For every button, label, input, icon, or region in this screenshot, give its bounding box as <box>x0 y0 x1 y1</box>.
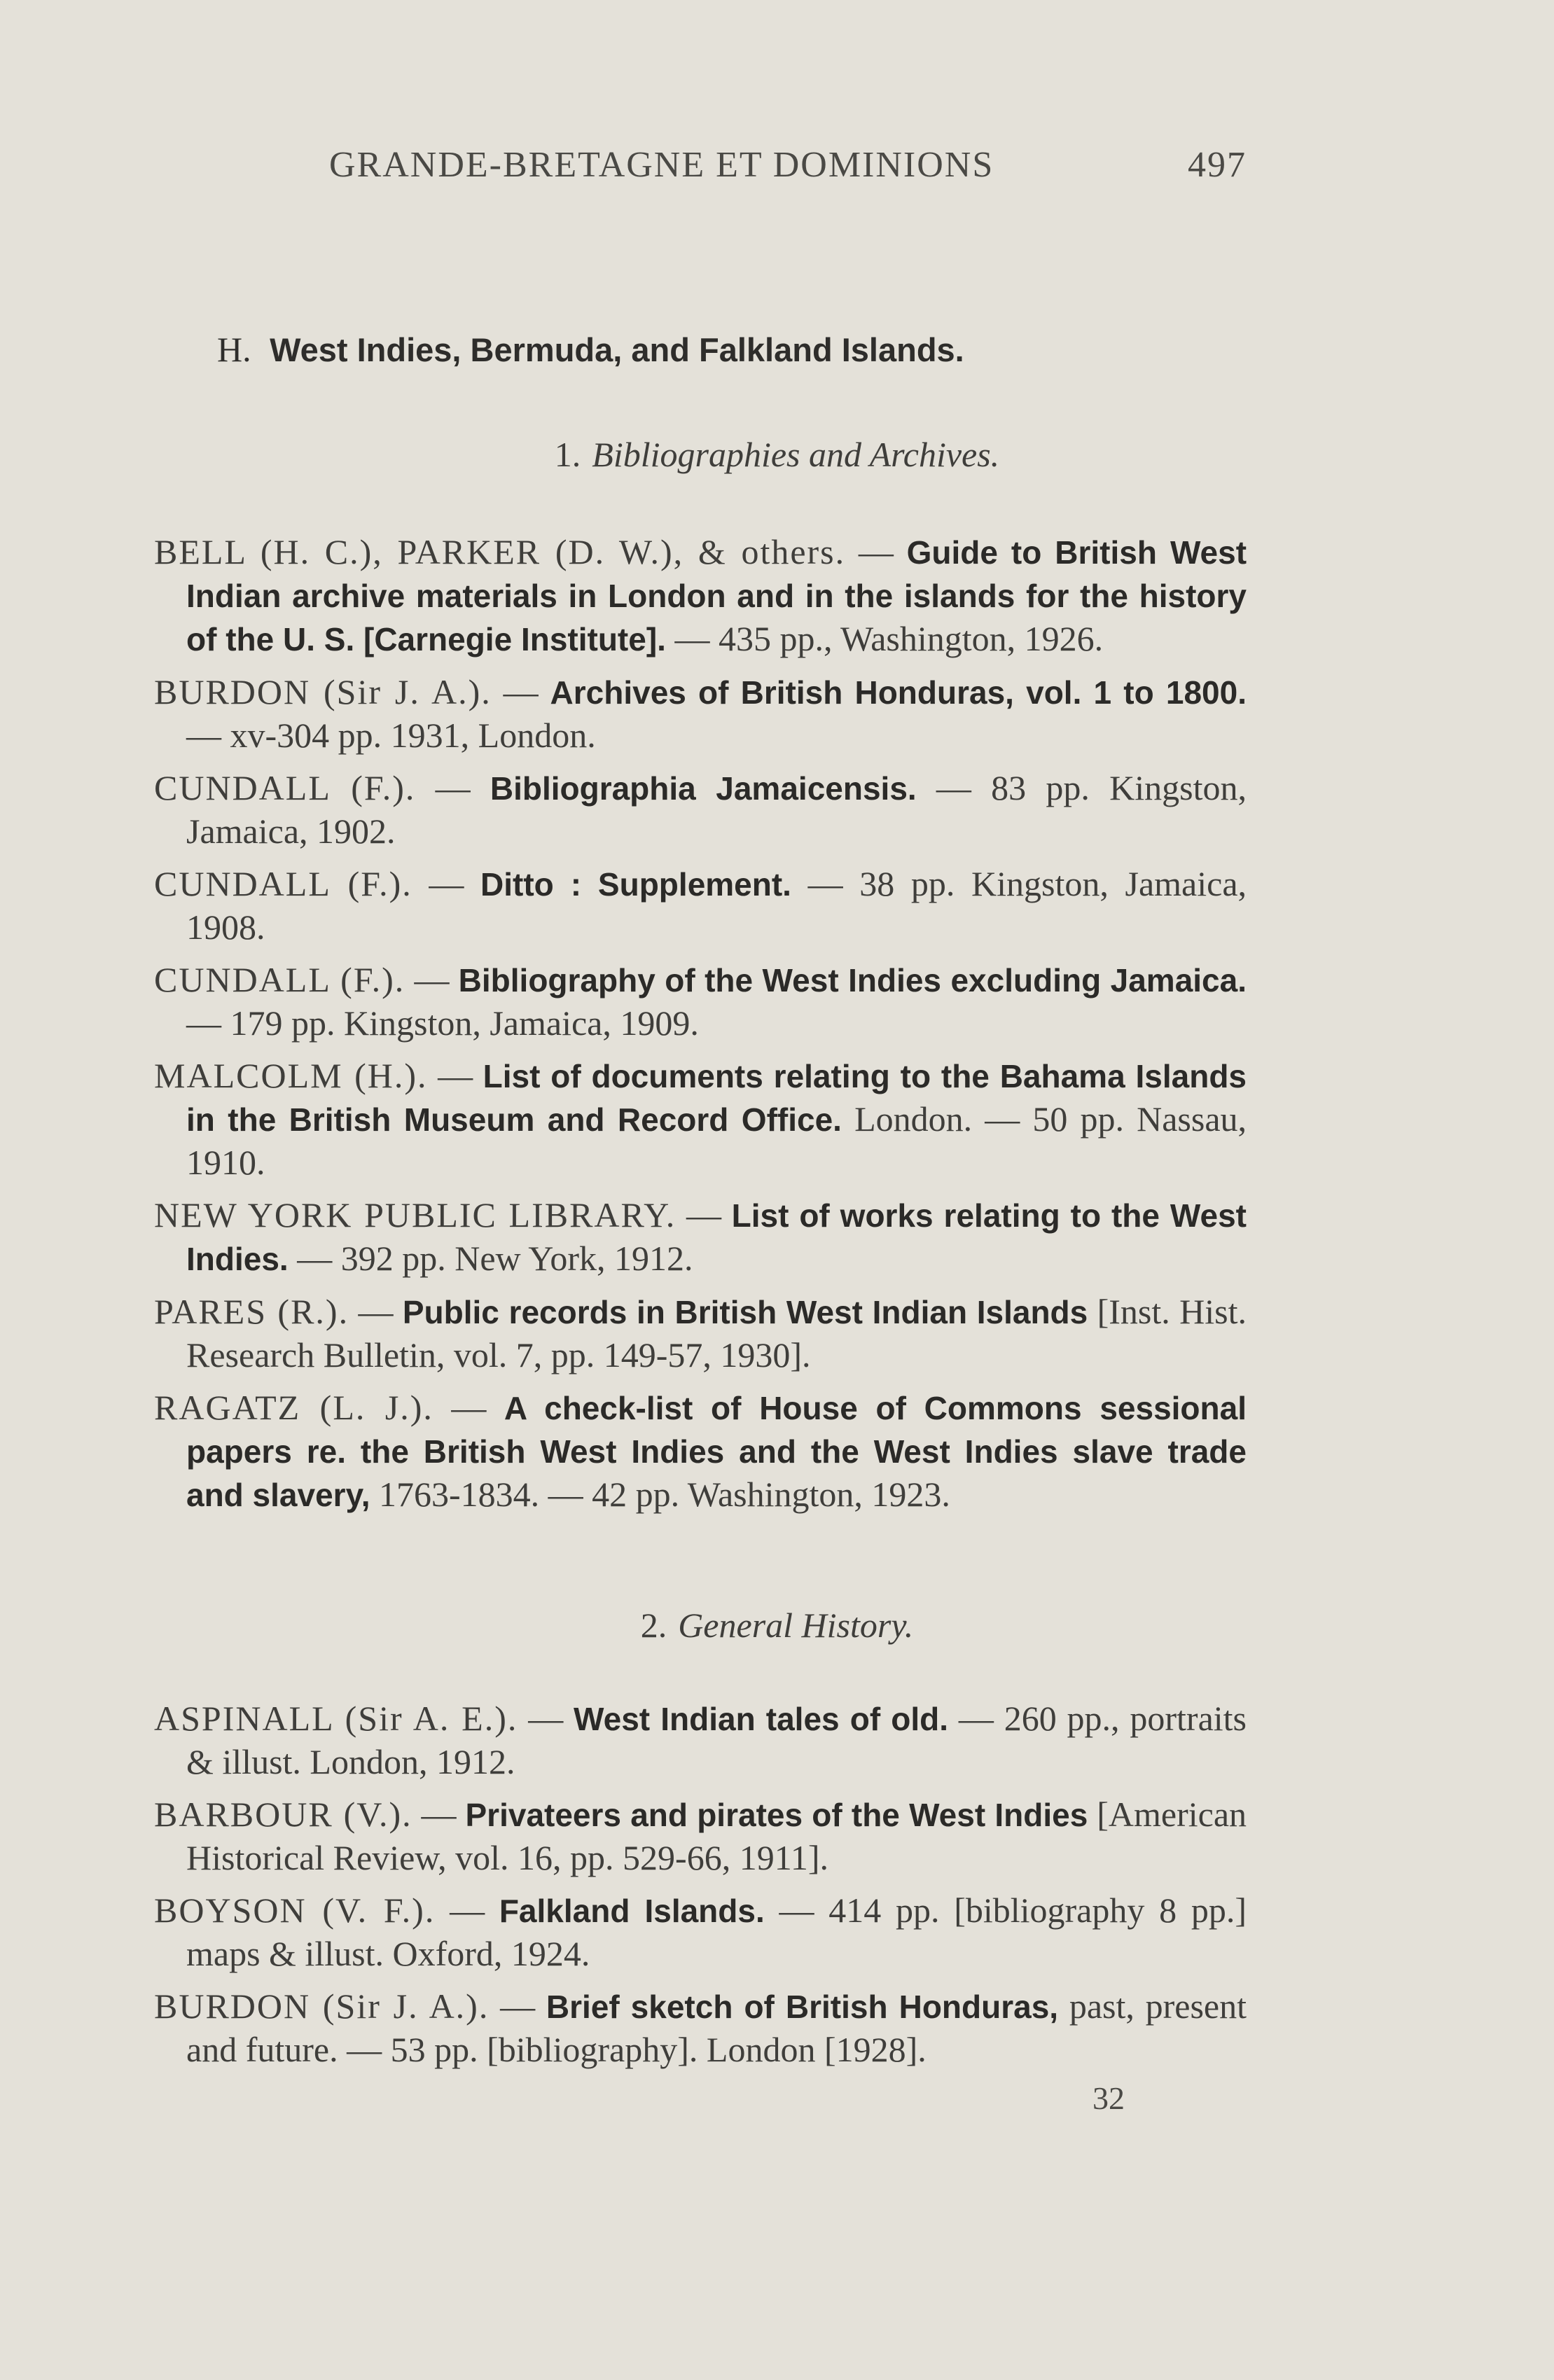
section-heading <box>217 329 964 370</box>
bibliography-entry: BARBOUR (V.). — Privateers and pirates of the West Indies [American Historical Review, vol. 16, pp. 529-66, 1911]. <box>154 1795 1247 1877</box>
signature-mark: 32 <box>1092 2080 1125 2116</box>
entry-title: Guide to British West Indian archive materials in London and in the islands for the history of the U. S. [Carnegie Institute]. <box>186 534 1247 657</box>
entry-author: CUNDALL (F.). <box>154 768 416 807</box>
subsection-number: 2. <box>640 1606 667 1645</box>
bibliography-list-2 <box>154 1697 1247 2081</box>
running-head-title: GRANDE-BRETAGNE ET DOMINIONS <box>329 145 994 185</box>
entry-author: ASPINALL (Sir A. E.). <box>154 1699 518 1738</box>
entry-author: NEW YORK PUBLIC LIBRARY. <box>154 1195 677 1234</box>
bibliography-entry: BURDON (Sir J. A.). — Brief sketch of British Honduras, past, present and future. — 53 pp. [bibliography]. London [1928]. <box>154 1986 1247 2069</box>
entry-title: Falkland Islands. <box>499 1893 765 1929</box>
bibliography-entry: CUNDALL (F.). — Bibliography of the West Indies excluding Jamaica. — 179 pp. Kingston, Jamaica, 1909. <box>154 960 1247 1043</box>
bibliography-entry: MALCOLM (H.). — List of documents relating to the Bahama Islands in the British Museum and Record Office. London. — 50 pp. Nassau, 1910. <box>154 1056 1247 1182</box>
entry-details: [Inst. Hist. Research Bulletin, vol. 7, pp. 149-57, 1930]. <box>186 1292 1247 1375</box>
section-title: West Indies, Bermuda, and Falkland Islands. <box>270 331 964 368</box>
entry-details: [American Historical Review, vol. 16, pp. 529-66, 1911]. <box>186 1795 1247 1877</box>
entry-details: past, present and future. — 53 pp. [bibliography]. London [1928]. <box>186 1986 1247 2069</box>
entry-details: 392 pp. New York, 1912. <box>340 1239 693 1278</box>
bibliography-entry: PARES (R.). — Public records in British West Indian Islands [Inst. Hist. Research Bulletin, vol. 7, pp. 149-57, 1930]. <box>154 1292 1247 1375</box>
entry-author: BURDON (Sir J. A.). <box>154 672 492 711</box>
entry-details: 414 pp. [bibliography 8 pp.] maps & illust. Oxford, 1924. <box>186 1891 1247 1973</box>
entry-details: 179 pp. Kingston, Jamaica, 1909. <box>230 1003 699 1043</box>
subsection-title: Bibliographies and Archives. <box>592 435 1000 474</box>
entry-author: PARES (R.). <box>154 1292 349 1331</box>
entry-details: 1763-1834. — 42 pp. Washington, 1923. <box>379 1475 950 1514</box>
subsection-title: General History. <box>678 1606 914 1645</box>
subsection-heading-2 <box>0 1605 1554 1645</box>
entry-title: Archives of British Honduras, vol. 1 to 1800. <box>550 674 1247 711</box>
running-head <box>329 144 1247 200</box>
subsection-heading-1 <box>0 434 1554 475</box>
subsection-number: 1. <box>554 435 581 474</box>
entry-author: MALCOLM (H.). <box>154 1056 428 1095</box>
page-number: 497 <box>1188 145 1247 185</box>
bibliography-entry: CUNDALL (F.). — Bibliographia Jamaicensis. — 83 pp. Kingston, Jamaica, 1902. <box>154 768 1247 851</box>
bibliography-entry: BURDON (Sir J. A.). — Archives of British Honduras, vol. 1 to 1800. — xv-304 pp. 1931, London. <box>154 672 1247 755</box>
bibliography-entry: BELL (H. C.), PARKER (D. W.), & others. — Guide to British West Indian archive materials in London and in the islands for the history of the U. S. [Carnegie Institute]. — 435 pp., Washington, 1926. <box>154 532 1247 658</box>
entry-title: A check-list of House of Commons sessional papers re. the British West Indies and the West Indies slave trade and slavery, <box>186 1390 1247 1513</box>
entry-details: 260 pp., portraits & illust. London, 1912. <box>186 1699 1247 1781</box>
entry-author: BOYSON (V. F.). <box>154 1891 436 1930</box>
bibliography-entry: ASPINALL (Sir A. E.). — West Indian tales of old. — 260 pp., portraits & illust. London, 1912. <box>154 1699 1247 1781</box>
entry-title: List of works relating to the West Indies. <box>186 1197 1247 1277</box>
entry-details: 435 pp., Washington, 1926. <box>718 619 1104 658</box>
bibliography-entry: RAGATZ (L. J.). — A check-list of House of Commons sessional papers re. the British West Indies and the West Indies slave trade and slavery, 1763-1834. — 42 pp. Washington, 1923. <box>154 1388 1247 1514</box>
entry-title: Bibliography of the West Indies excluding Jamaica. <box>458 962 1247 998</box>
bibliography-entry: BOYSON (V. F.). — Falkland Islands. — 414 pp. [bibliography 8 pp.] maps & illust. Oxford, 1924. <box>154 1891 1247 1973</box>
entry-details: xv-304 pp. 1931, London. <box>230 716 596 755</box>
entry-author: BELL (H. C.), PARKER (D. W.), & others. <box>154 532 846 571</box>
entry-title: Privateers and pirates of the West Indies <box>465 1797 1088 1833</box>
entry-details: London. — 50 pp. Nassau, 1910. <box>186 1099 1247 1182</box>
entry-author: CUNDALL (F.). <box>154 864 412 903</box>
entry-title: West Indian tales of old. <box>574 1701 949 1737</box>
entry-title: Bibliographia Jamaicensis. <box>490 770 917 807</box>
bibliography-entry: CUNDALL (F.). — Ditto : Supplement. — 38 pp. Kingston, Jamaica, 1908. <box>154 864 1247 947</box>
entry-title: List of documents relating to the Bahama Islands in the British Museum and Record Office. <box>186 1058 1247 1138</box>
entry-title: Ditto : Supplement. <box>480 866 791 903</box>
bibliography-list-1 <box>154 531 1247 1526</box>
entry-details: 38 pp. Kingston, Jamaica, 1908. <box>186 864 1247 947</box>
entry-author: BARBOUR (V.). <box>154 1795 412 1834</box>
entry-author: CUNDALL (F.). <box>154 960 405 999</box>
entry-author: RAGATZ (L. J.). <box>154 1388 433 1427</box>
entry-title: Public records in British West Indian Islands <box>402 1294 1088 1330</box>
section-letter: H. <box>217 330 251 369</box>
entry-author: BURDON (Sir J. A.). <box>154 1986 490 2026</box>
entry-title: Brief sketch of British Honduras, <box>546 1989 1059 2025</box>
bibliography-entry: NEW YORK PUBLIC LIBRARY. — List of works relating to the West Indies. — 392 pp. New York, 1912. <box>154 1195 1247 1278</box>
entry-details: 83 pp. Kingston, Jamaica, 1902. <box>186 768 1247 851</box>
